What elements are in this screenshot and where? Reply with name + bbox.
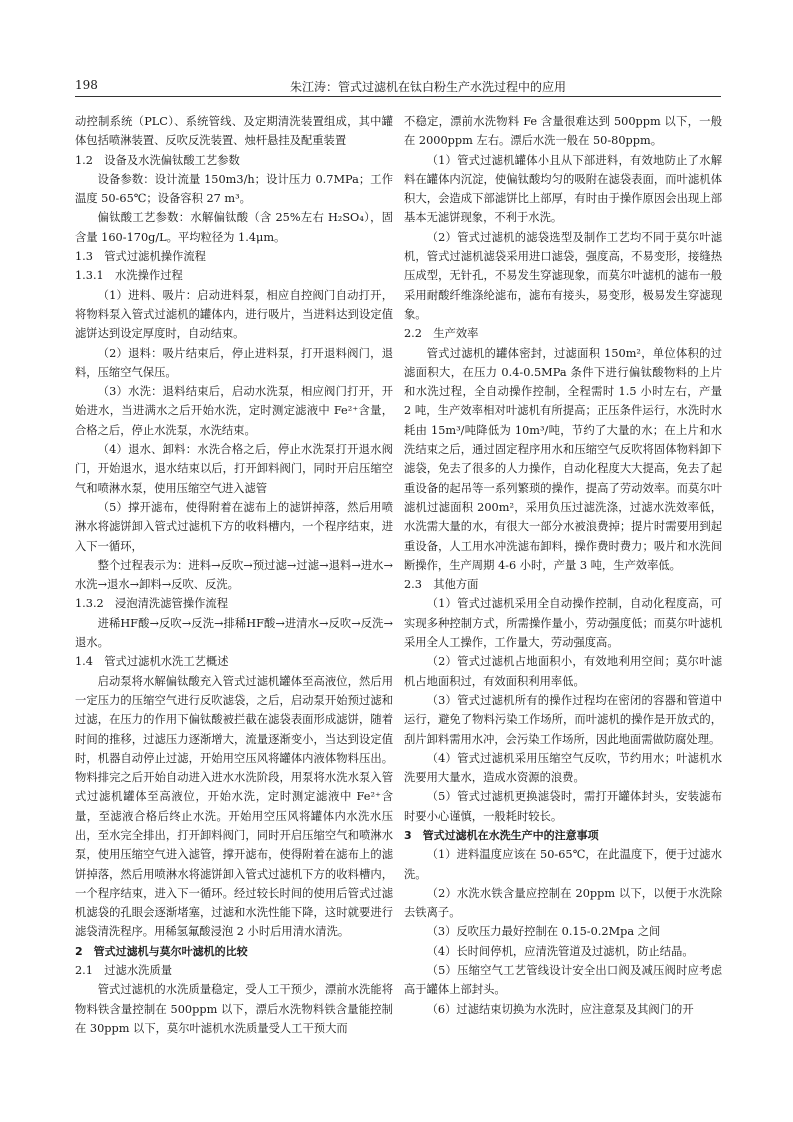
- paragraph: （1）进料、吸片：启动进料泵，相应自控阀门自动打开，将物料泵入管式过滤机的罐体内，进行吸片，当进料达到设定值滤饼达到设定厚度时，自动结束。: [75, 288, 393, 341]
- section-heading: 1.4 管式过滤机水洗工艺概述: [75, 655, 229, 669]
- page-number: 198: [75, 78, 98, 92]
- paragraph: 管式过滤机的罐体密封，过滤面积 150m²，单位体积的过滤面积大，在压力 0.4-0.5MPa 条件下进行偏钛酸物料的上片和水洗过程，全自动操作控制，全程需时 1.5 小时左右，产量 2 吨，生产效率相对叶滤机有所提高；正压条件运行，水洗时水耗由 15m³/吨降低为 10m³/吨，节约了大量的水；在上片和水洗结束之后，通过固定程序用水和压缩空气反吹将固体物料卸下滤袋，免去了很多的人力操作，自动化程度大大提高，免去了起重设备的起吊等一系列繁琐的操作，提高了劳动效率。而莫尔叶滤机过滤面积 200m²，采用负压过滤洗涤，过滤水洗效率低，水洗需大量的水，有很大一部分水被浪费掉；提片时需要用到起重设备，人工用水冲洗滤布卸料，操作费时费力；吸片和水洗间断操作，生产周期 4-6 小时，产量 3 吨，生产效率低。: [404, 346, 722, 572]
- paragraph: （5）压缩空气工艺管线设计安全出口阀及减压阀时应考虑高于罐体上部封头。: [404, 964, 722, 997]
- paragraph: 设备参数：设计流量 150m3/h；设计压力 0.7MPa；工作温度 50-65℃；设备容积 27 m³。: [75, 172, 393, 206]
- paragraph: （1）管式过滤机采用全自动操作控制，自动化程度高，可实现多种控制方式，所需操作量小，劳动强度低；而莫尔叶滤机采用全人工操作，工作量大，劳动强度高。: [404, 597, 722, 650]
- running-title: 朱江涛：管式过滤机在钛白粉生产水洗过程中的应用: [289, 80, 566, 94]
- paragraph: （4）长时间停机，应清洗管道及过滤机，防止结晶。: [426, 944, 694, 958]
- left-column: [75, 112, 393, 1038]
- paragraph: （2）管式过滤机占地面积小，有效地利用空间；莫尔叶滤机占地面积过，有效面积利用率低。: [404, 655, 722, 688]
- paragraph: （5）撑开滤布，使得附着在滤布上的滤饼掉落，然后用喷淋水将滤饼卸入管式过滤机下方的收料槽内，一个程序结束，进入下一循环，: [75, 500, 393, 553]
- paragraph: （5）管式过滤机更换滤袋时，需打开罐体封头，安装滤布时要小心谨慎，一般耗时较长。: [404, 790, 722, 823]
- page-header: [75, 76, 721, 97]
- chapter-heading: 2 管式过滤机与莫尔叶滤机的比较: [75, 944, 248, 958]
- paragraph: （2）管式过滤机的滤袋选型及制作工艺均不同于莫尔叶滤机，管式过滤机滤袋采用进口滤袋，强度高，不易变形，接缝热压成型，无针孔，不易发生穿滤现象，而莫尔叶滤机的滤布一般采用耐酸纤维涤纶滤布，滤布有接头，易变形，极易发生穿滤现象。: [404, 230, 722, 321]
- section-heading: 1.3.2 浸泡清洗滤管操作流程: [75, 597, 229, 611]
- chapter-heading: 3 管式过滤机在水洗生产中的注意事项: [404, 828, 599, 842]
- paragraph: （3）管式过滤机所有的操作过程均在密闭的容器和管道中运行，避免了物料污染工作场所，而叶滤机的操作是开放式的，刮片卸料需用水冲，会污染工作场所，因此地面需做防腐处理。: [404, 693, 722, 746]
- paragraph: 不稳定，漂前水洗物料 Fe 含量很难达到 500ppm 以下，一般在 2000ppm 左右。漂后水洗一般在 50-80ppm。: [404, 115, 722, 148]
- paragraph: （6）过滤结束切换为水洗时，应注意泵及其阀门的开: [426, 1002, 694, 1016]
- paragraph: （3）水洗：退料结束后，启动水洗泵，相应阀门打开，开始进水，当进满水之后开始水洗，定时测定滤液中 Fe²⁺含量，合格之后，停止水洗泵，水洗结束。: [75, 385, 393, 437]
- paragraph: （1）进料温度应该在 50-65℃，在此温度下，便于过滤水洗。: [404, 848, 722, 881]
- paragraph: 管式过滤机的水洗质量稳定，受人工干预少，漂前水洗能将物料铁含量控制在 500ppm 以下，漂后水洗物料铁含量能控制在 30ppm 以下，莫尔叶滤机水洗质量受人工干预大而: [75, 983, 393, 1035]
- paragraph: （4）管式过滤机采用压缩空气反吹，节约用水；叶滤机水洗要用大量水，造成水资源的浪费。: [404, 751, 722, 785]
- section-heading: 1.2 设备及水洗偏钛酸工艺参数: [75, 153, 240, 167]
- section-heading: 2.1 过滤水洗质量: [75, 964, 173, 978]
- paragraph: 进稀HF酸→反吹→反洗→排稀HF酸→进清水→反吹→反洗→退水。: [75, 616, 393, 650]
- paragraph: （4）退水、卸料：水洗合格之后，停止水洗泵打开退水阀门，开始退水，退水结束以后，打开卸料阀门，同时开启压缩空气和喷淋水泵，使用压缩空气进入滤管: [75, 443, 393, 495]
- paragraph: （2）退料：吸片结束后，停止进料泵，打开退料阀门，退料，压缩空气保压。: [75, 346, 393, 379]
- section-heading: 1.3.1 水洗操作过程: [75, 269, 183, 283]
- paragraph: （2）水洗水铁含量应控制在 20ppm 以下，以便于水洗除去铁离子。: [404, 886, 722, 920]
- paragraph: （1）管式过滤机罐体小且从下部进料，有效地防止了水解料在罐体内沉淀，使偏钛酸均匀的吸附在滤袋表面，而叶滤机体积大，会造成下部滤饼比上部厚，有时由于操作原因会出现上部基本无滤饼现象，不利于水洗。: [404, 153, 722, 225]
- paragraph: （3）反吹压力最好控制在 0.15-0.2Mpa 之间: [426, 925, 661, 939]
- paragraph: 偏钛酸工艺参数：水解偏钛酸（含 25%左右 H₂SO₄），固含量 160-170g/L。平均粒径为 1.4μm。: [75, 211, 393, 244]
- section-heading: 2.2 生产效率: [404, 327, 479, 341]
- paragraph: 整个过程表示为：进料→反吹→预过滤→过滤→退料→进水→水洗→退水→卸料→反吹、反洗。: [75, 558, 393, 592]
- right-column: [404, 112, 722, 1019]
- paragraph: 动控制系统（PLC）、系统管线、及定期清洗装置组成，其中罐体包括喷淋装置、反吹反洗装置、烛杆悬挂及配重装置: [75, 115, 393, 148]
- section-heading: 1.3 管式过滤机操作流程: [75, 250, 206, 264]
- paragraph: 启动泵将水解偏钛酸充入管式过滤机罐体至高液位，然后用一定压力的压缩空气进行反吹滤袋，之后，启动泵开始预过滤和过滤，在压力的作用下偏钛酸被拦截在滤袋表面形成滤饼，随着时间的推移，过滤压力逐渐增大，流量逐渐变小，当达到设定值时，机器自动停止过滤，开始用空压风将罐体内液体物料压出。物料排完之后开始自动进入进水水洗阶段，用泵将水洗水泵入管式过滤机罐体至高液位，开始水洗，定时测定滤液中 Fe²⁺含量，至滤液合格后终止水洗。开始用空压风将罐体内水洗水压出，至水完全排出，打开卸料阀门，同时开启压缩空气和喷淋水泵，使用压缩空气进入滤管，撑开滤布，使得附着在滤布上的滤饼掉落，然后用喷淋水将滤饼卸入管式过滤机下方的收料槽内，一个程序结束，进入下一循环。经过较长时间的使用后管式过滤机滤袋的孔眼会逐渐堵塞，过滤和水洗性能下降，这时就要进行滤袋清洗程序。用稀氢氟酸浸泡 2 小时后用清水清洗。: [75, 674, 393, 939]
- section-heading: 2.3 其他方面: [404, 578, 479, 592]
